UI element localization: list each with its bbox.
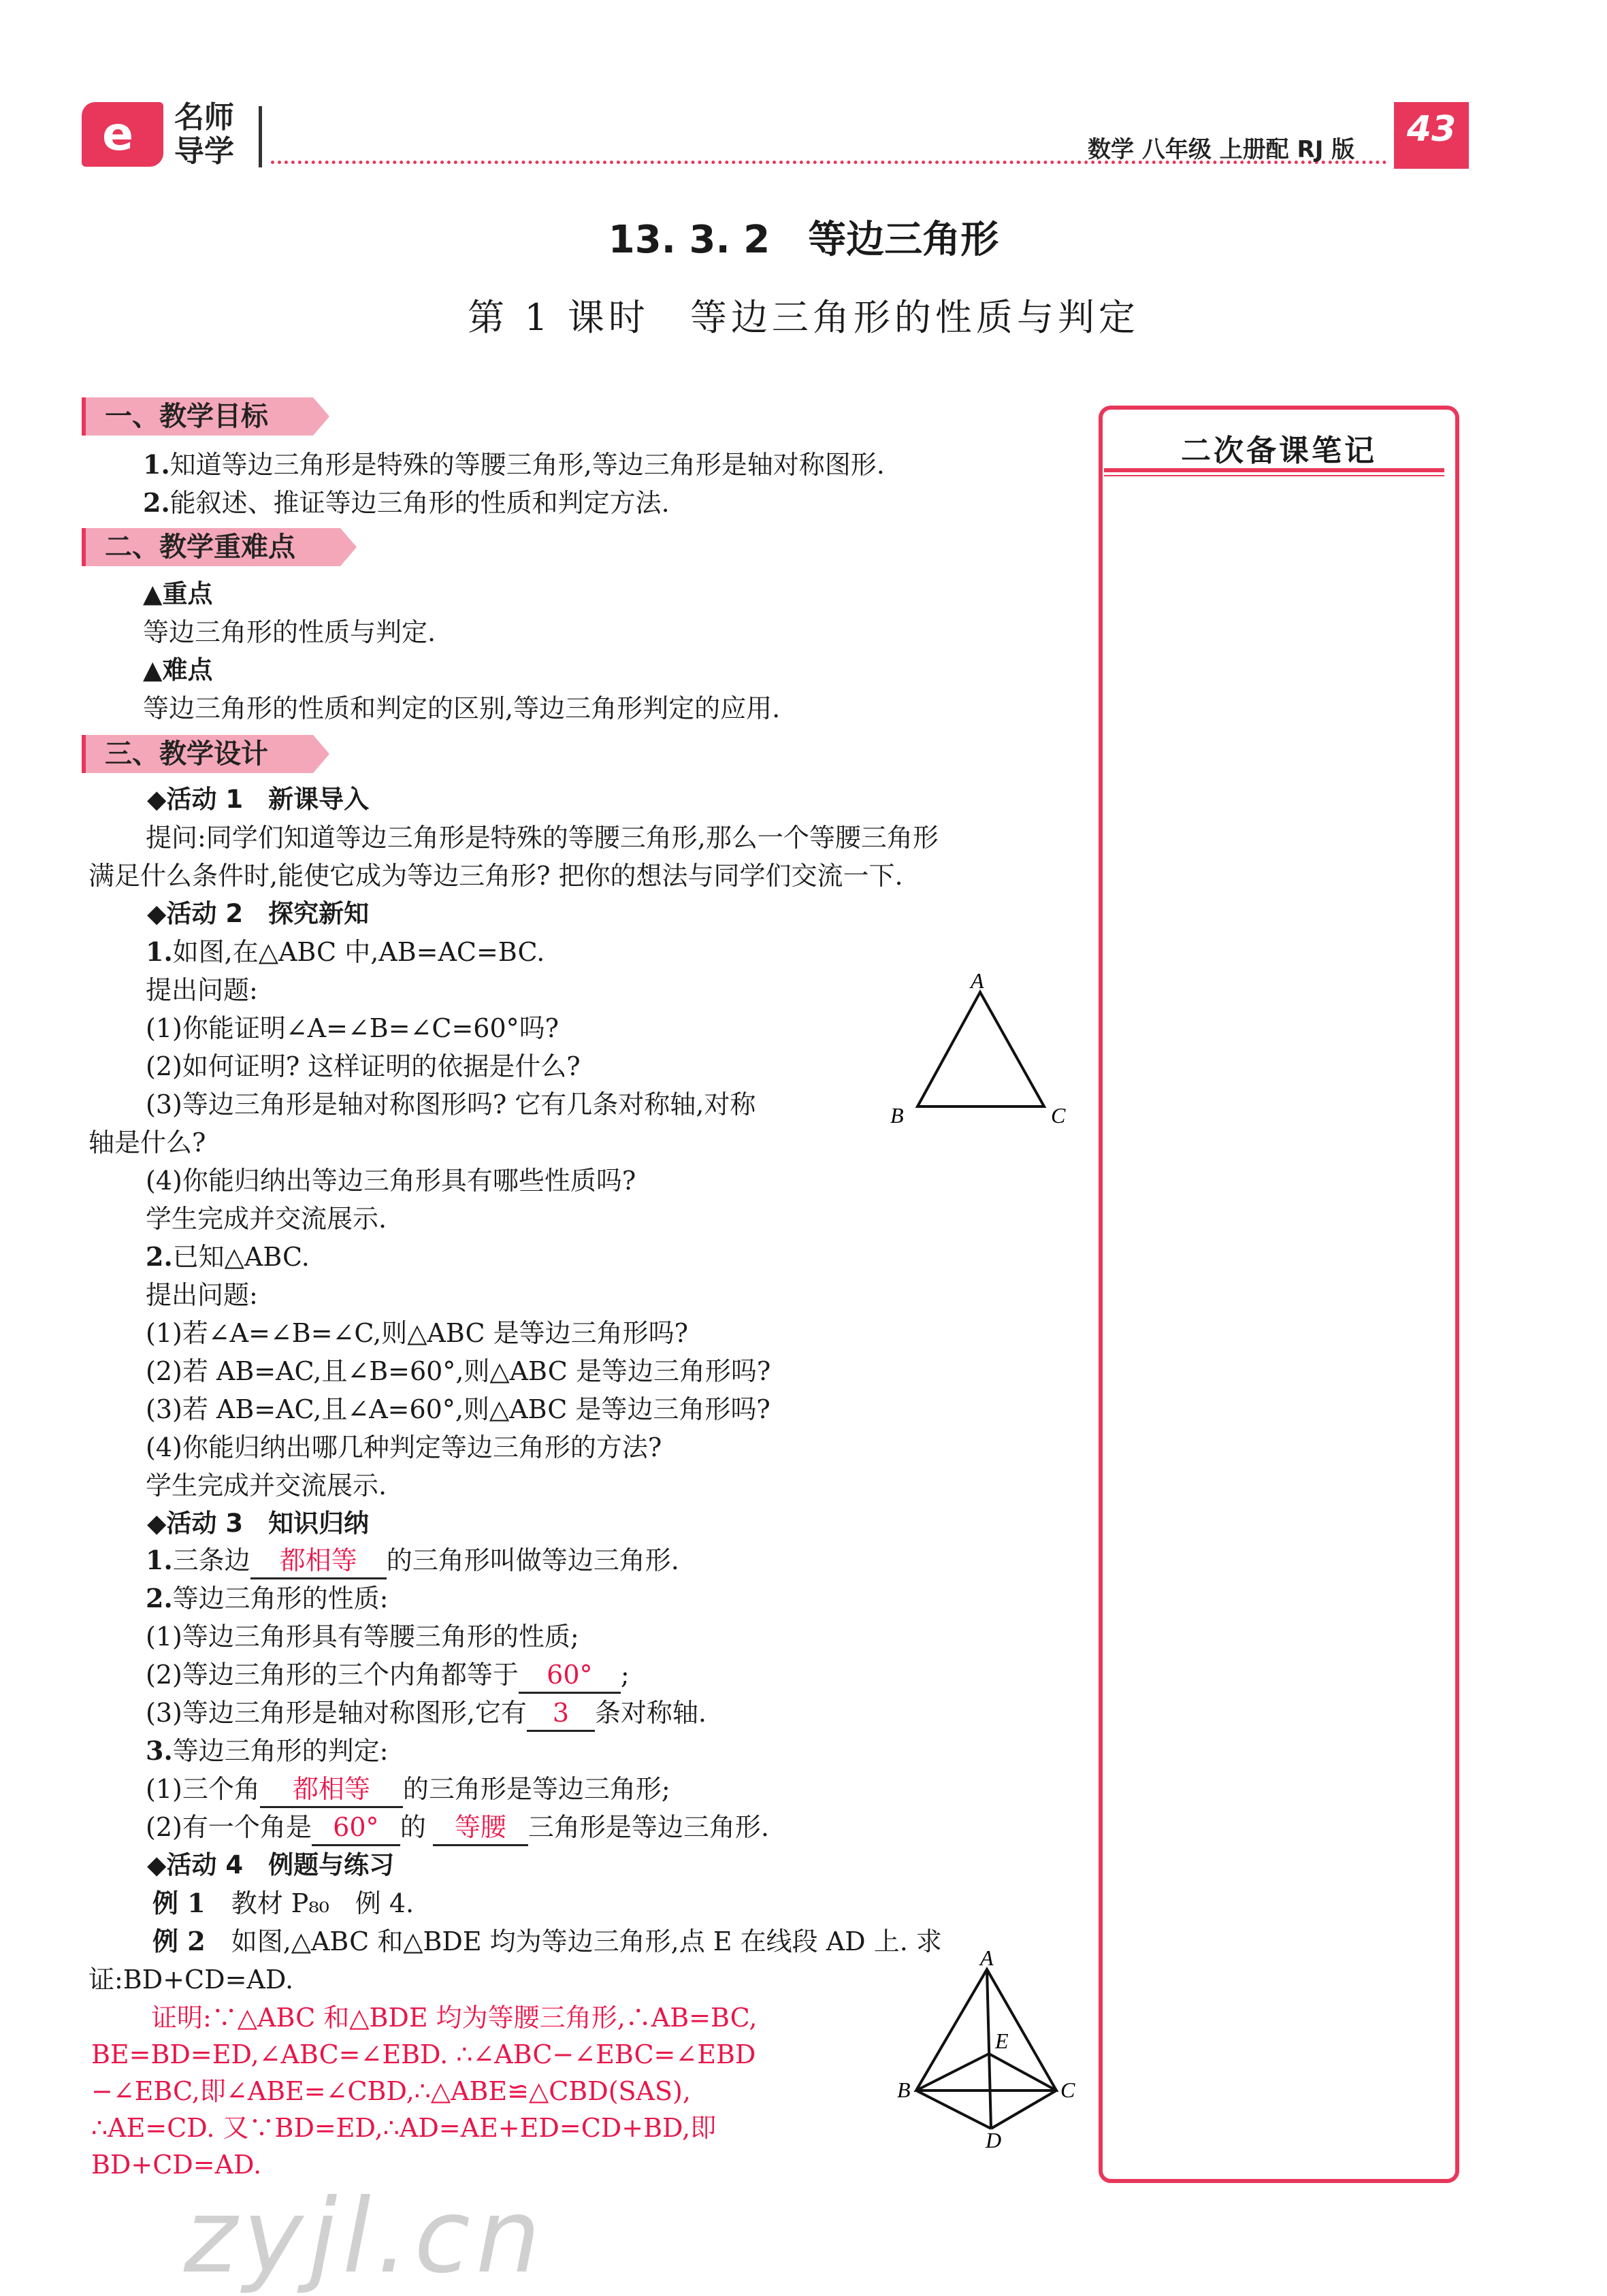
activity-1-text-2: 满足什么条件时,能使它成为等边三角形? 把你的想法与同学们交流一下. (88, 861, 903, 891)
segment-cd (991, 2090, 1056, 2129)
q1-2: (2)如何证明? 这样证明的依据是什么? (146, 1051, 581, 1081)
brand-line-2: 导学 (174, 134, 234, 169)
proof-line-5: BD+CD=AD. (91, 2150, 262, 2180)
k3-2: (2)有一个角是 60° 的 等腰 三角形是等边三角形. (146, 1810, 769, 1846)
lesson-notes-box (1099, 406, 1459, 2183)
q2-2: (2)若 AB=AC,且∠B=60°,则△ABC 是等边三角形吗? (146, 1356, 771, 1386)
q2-4: (4)你能归纳出哪几种判定等边三角形的方法? (146, 1432, 662, 1462)
q2-ask: 提出问题: (146, 1280, 258, 1310)
q1-1: (1)你能证明∠A=∠B=∠C=60°吗? (146, 1013, 559, 1043)
section-header-goals: 一、教学目标 (82, 397, 313, 436)
k2-3: (3)等边三角形是轴对称图形,它有 3 条对称轴. (146, 1696, 707, 1732)
q2-1: (1)若∠A=∠B=∠C,则△ABC 是等边三角形吗? (146, 1318, 689, 1348)
proof-line-3: −∠EBC,即∠ABE=∠CBD,∴△ABE≌△CBD(SAS), (91, 2076, 691, 2106)
example-2-line-2: 证:BD+CD=AD. (88, 1965, 294, 1995)
activity-2-heading: ◆活动 2 探究新知 (147, 899, 370, 928)
activity-1-heading: ◆活动 1 新课导入 (147, 785, 370, 814)
section-header-design: 三、教学设计 (82, 735, 313, 773)
lesson-notes-title: 二次备课笔记 (1181, 433, 1377, 468)
k2-1: (1)等边三角形具有等腰三角形的性质; (146, 1622, 579, 1652)
k1-answer: 都相等 (250, 1543, 387, 1579)
notes-title-rule-thin (1104, 475, 1444, 476)
segment-bd (916, 2090, 991, 2129)
figure-two-triangles (892, 1946, 1096, 2150)
q1-3b: 轴是什么? (88, 1128, 206, 1158)
label-d-2: D (986, 2128, 1002, 2150)
q1: 1.如图,在△ABC 中,AB=AC=BC. (146, 936, 545, 967)
k2: 2.等边三角形的性质: (146, 1583, 389, 1613)
brand-divider (259, 106, 262, 167)
k3-1-answer: 都相等 (260, 1772, 403, 1808)
activity-3-heading: ◆活动 3 知识归纳 (147, 1509, 370, 1538)
goal-2: 2.能叙述、推证等边三角形的性质和判定方法. (143, 487, 670, 518)
label-a: A (971, 968, 984, 993)
goal-1: 1.知道等边三角形是特殊的等腰三角形,等边三角形是轴对称图形. (143, 449, 885, 480)
example-2-line-1: 例 2 如图,△ABC 和△BDE 均为等边三角形,点 E 在线段 AD 上. 求 (152, 1926, 942, 1956)
k2-2: (2)等边三角形的三个内角都等于 60° ; (146, 1658, 630, 1694)
q1-3a: (3)等边三角形是轴对称图形吗? 它有几条对称轴,对称 (146, 1089, 756, 1119)
k1: 1.三条边 都相等 的三角形叫做等边三角形. (146, 1543, 679, 1579)
lesson-subtitle: 第 1 课时 等边三角形的性质与判定 (468, 296, 1139, 339)
segment-ad (987, 1969, 991, 2129)
proof-line-4: ∴AE=CD. 又∵BD=ED,∴AD=AE+ED=CD+BD,即 (91, 2113, 717, 2143)
label-c-2: C (1060, 2078, 1075, 2102)
proof-line-2: BE=BD=ED,∠ABC=∠EBD. ∴∠ABC−∠EBC=∠EBD (91, 2039, 756, 2069)
k3-1: (1)三个角 都相等 的三角形是等边三角形; (146, 1772, 670, 1808)
k3: 3.等边三角形的判定: (146, 1735, 389, 1766)
lesson-title: 13. 3. 2 等边三角形 (608, 218, 999, 262)
brand-logo-icon: e (102, 108, 134, 161)
label-b-2: B (897, 2078, 911, 2102)
key-point-text: 等边三角形的性质与判定. (143, 617, 436, 647)
q1-4: (4)你能归纳出等边三角形具有哪些性质吗? (146, 1166, 636, 1196)
figure-equilateral-triangle (885, 966, 1089, 1130)
notes-title-rule (1104, 468, 1444, 472)
difficulty-label: ▲难点 (143, 655, 213, 685)
example-1: 例 1 教材 P₈₀ 例 4. (152, 1888, 415, 1918)
brand-line-1: 名师 (174, 100, 234, 135)
k3-2-answer-1: 60° (312, 1810, 400, 1846)
activity-4-heading: ◆活动 4 例题与练习 (147, 1850, 395, 1880)
q2-show: 学生完成并交流展示. (146, 1471, 387, 1500)
q1-show: 学生完成并交流展示. (146, 1204, 387, 1234)
k3-2-answer-2: 等腰 (433, 1810, 528, 1846)
q2-3: (3)若 AB=AC,且∠A=60°,则△ABC 是等边三角形吗? (146, 1394, 770, 1424)
watermark: zyjl.cn (184, 2178, 547, 2296)
k2-3-answer: 3 (527, 1696, 595, 1732)
difficulty-text: 等边三角形的性质和判定的区别,等边三角形判定的应用. (143, 693, 781, 723)
page-number: 43 (1406, 109, 1457, 150)
q1-ask: 提出问题: (146, 975, 258, 1005)
label-b: B (890, 1103, 904, 1128)
q2: 2.已知△ABC. (146, 1241, 310, 1272)
label-e-2: E (995, 2029, 1009, 2053)
course-label: 数学 八年级 上册配 RJ 版 (1088, 136, 1355, 163)
brand-name (174, 101, 234, 169)
activity-1-text-1: 提问:同学们知道等边三角形是特殊的等腰三角形,那么一个等腰三角形 (146, 823, 939, 853)
section-header-key-points: 二、教学重难点 (82, 528, 340, 566)
key-point-label: ▲重点 (143, 579, 213, 608)
label-c: C (1051, 1103, 1066, 1128)
proof-line-1: 证明:∵△ABC 和△BDE 均为等腰三角形,∴AB=BC, (151, 2003, 758, 2033)
triangle-abc (918, 992, 1044, 1106)
k2-2-answer: 60° (519, 1658, 621, 1694)
label-a-2: A (980, 1946, 994, 1970)
